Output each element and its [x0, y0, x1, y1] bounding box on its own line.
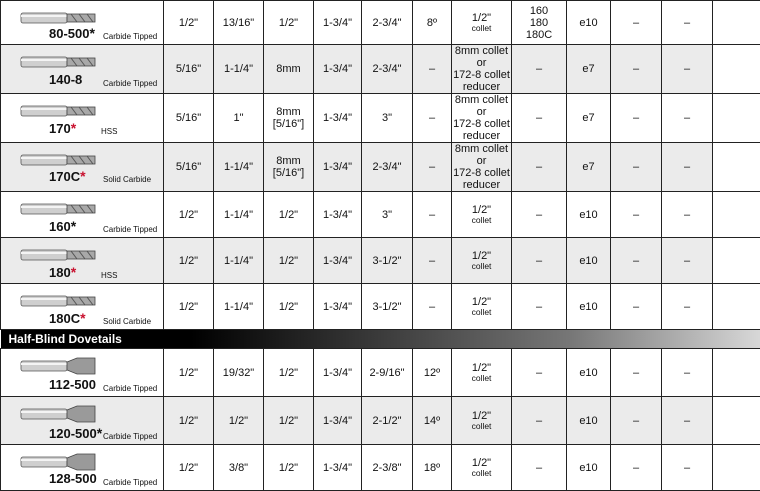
spec-cell-d6: 14º: [413, 397, 452, 445]
collet-line: or: [452, 106, 511, 118]
spec-cell-d3: [264, 143, 314, 192]
collet-cell: [452, 397, 512, 445]
cell-line: [5/16"]: [264, 167, 313, 179]
spec-cell-d4: 1-3/4": [314, 284, 362, 330]
spec-cell-d3: 1/2": [264, 1, 314, 45]
model-label: 170C: [49, 169, 80, 184]
spec-cell-d5: 3": [362, 94, 413, 143]
collet-line: 172-8 collet: [452, 69, 511, 81]
spec-cell-c11: –: [662, 349, 713, 397]
table-row: [1, 349, 760, 397]
collet-line: 8mm collet: [452, 45, 511, 57]
spec-cell-d2: 1-1/4": [214, 238, 264, 284]
spec-cell-d5: 2-3/4": [362, 1, 413, 45]
jig-line: 160: [512, 5, 566, 17]
spec-cell-c10: –: [611, 45, 662, 94]
table-row: [1, 445, 760, 491]
model-number: [49, 27, 95, 40]
spec-cell-d3: 1/2": [264, 397, 314, 445]
spec-cell-c11: –: [662, 143, 713, 192]
spec-cell-d3: 8mm: [264, 45, 314, 94]
spec-cell-d1: 1/2": [164, 445, 214, 491]
spec-cell-d4: 1-3/4": [314, 143, 362, 192]
star-mark: *: [80, 168, 85, 184]
spec-cell-d2: 1": [214, 94, 264, 143]
model-number: [49, 122, 76, 135]
bit-cell: [1, 45, 164, 94]
spec-cell-d6: –: [413, 284, 452, 330]
collet-line: 8mm collet: [452, 94, 511, 106]
collet-word: collet: [452, 374, 511, 383]
spec-cell-d2: 3/8": [214, 445, 264, 491]
spec-cell-guide: e7: [567, 94, 611, 143]
collet-size: 1/2": [452, 250, 511, 262]
table-row: [1, 284, 760, 330]
model-label: 140-8: [49, 72, 82, 87]
collet-word: collet: [452, 422, 511, 431]
spec-cell-d6: 18º: [413, 445, 452, 491]
jig-cell: –: [512, 143, 567, 192]
spec-cell-c11: –: [662, 238, 713, 284]
star-mark: *: [89, 25, 94, 41]
margin-cell: [713, 143, 760, 192]
cell-line: 8mm: [264, 155, 313, 167]
model-number: [49, 379, 96, 391]
router-bit-icon: [19, 244, 99, 266]
section-title: Half-Blind Dovetails: [1, 330, 760, 348]
spec-cell-d4: 1-3/4": [314, 238, 362, 284]
spec-cell-d3: 1/2": [264, 284, 314, 330]
margin-cell: [713, 94, 760, 143]
collet-word: collet: [452, 469, 511, 478]
collet-line: 172-8 collet: [452, 167, 511, 179]
spec-cell-d1: 1/2": [164, 1, 214, 45]
collet-cell: [452, 192, 512, 238]
spec-cell-d6: –: [413, 143, 452, 192]
spec-cell-d5: 2-9/16": [362, 349, 413, 397]
spec-cell-d3: 1/2": [264, 445, 314, 491]
collet-size: 1/2": [452, 362, 511, 374]
bit-cell: [1, 94, 164, 143]
spec-cell-d2: 1/2": [214, 397, 264, 445]
material-label: Carbide Tipped: [103, 78, 157, 90]
spec-cell-d2: 1-1/4": [214, 143, 264, 192]
jig-cell: –: [512, 45, 567, 94]
spec-cell-guide: e7: [567, 45, 611, 94]
spec-cell-guide: e10: [567, 397, 611, 445]
material-label: Carbide Tipped: [103, 224, 157, 236]
model-number: [49, 170, 86, 183]
material-label: Solid Carbide: [103, 316, 151, 328]
spec-cell-c10: –: [611, 445, 662, 491]
model-number: [49, 473, 97, 485]
spec-cell-d5: 3": [362, 192, 413, 238]
margin-cell: [713, 45, 760, 94]
spec-cell-d6: –: [413, 45, 452, 94]
margin-cell: [713, 192, 760, 238]
bit-cell: [1, 192, 164, 238]
bit-cell: [1, 397, 164, 445]
spec-cell-d2: 1-1/4": [214, 192, 264, 238]
model-label: 170: [49, 121, 71, 136]
table-row: [1, 94, 760, 143]
collet-line: 172-8 collet: [452, 118, 511, 130]
spec-cell-guide: e10: [567, 1, 611, 45]
star-mark: *: [80, 310, 85, 326]
router-bit-icon: [19, 355, 99, 377]
spec-cell-d5: 2-1/2": [362, 397, 413, 445]
material-label: Carbide Tipped: [103, 477, 157, 489]
jig-cell: –: [512, 445, 567, 491]
collet-size: 1/2": [452, 457, 511, 469]
model-number: [49, 427, 102, 440]
jig-cell: –: [512, 94, 567, 143]
router-bit-icon: [19, 51, 99, 73]
collet-size: 1/2": [452, 12, 511, 24]
collet-cell: [452, 349, 512, 397]
table-row: [1, 143, 760, 192]
star-mark: *: [97, 425, 102, 441]
collet-line: reducer: [452, 130, 511, 142]
material-label: HSS: [101, 270, 117, 282]
margin-cell: [713, 397, 760, 445]
model-number: [49, 74, 82, 86]
spec-cell-c10: –: [611, 1, 662, 45]
collet-cell: [452, 1, 512, 45]
margin-cell: [713, 284, 760, 330]
collet-cell: [452, 143, 512, 192]
router-bit-icon: [19, 290, 99, 312]
spec-cell-d5: 3-1/2": [362, 238, 413, 284]
spec-cell-d5: 2-3/4": [362, 45, 413, 94]
margin-cell: [713, 349, 760, 397]
model-label: 180C: [49, 311, 80, 326]
bit-cell: [1, 238, 164, 284]
model-label: 128-500: [49, 471, 97, 486]
collet-word: collet: [452, 216, 511, 225]
margin-cell: [713, 445, 760, 491]
spec-cell-d1: 1/2": [164, 284, 214, 330]
collet-size: 1/2": [452, 410, 511, 422]
collet-cell: [452, 284, 512, 330]
spec-cell-d5: 2-3/4": [362, 143, 413, 192]
collet-cell: [452, 445, 512, 491]
model-label: 120-500: [49, 426, 97, 441]
model-label: 160: [49, 219, 71, 234]
router-bit-icon: [19, 149, 99, 171]
spec-cell-guide: e10: [567, 349, 611, 397]
spec-cell-c10: –: [611, 192, 662, 238]
spec-cell-d6: –: [413, 94, 452, 143]
collet-cell: [452, 45, 512, 94]
collet-cell: [452, 238, 512, 284]
spec-cell-c10: –: [611, 397, 662, 445]
spec-cell-d1: 5/16": [164, 94, 214, 143]
spec-cell-c11: –: [662, 397, 713, 445]
spec-cell-d5: 2-3/8": [362, 445, 413, 491]
model-label: 180: [49, 265, 71, 280]
spec-cell-c10: –: [611, 284, 662, 330]
collet-line: or: [452, 57, 511, 69]
spec-cell-d4: 1-3/4": [314, 192, 362, 238]
spec-cell-d4: 1-3/4": [314, 1, 362, 45]
spec-cell-c11: –: [662, 445, 713, 491]
spec-cell-d3: 1/2": [264, 349, 314, 397]
cell-line: 8mm: [264, 106, 313, 118]
spec-cell-d4: 1-3/4": [314, 349, 362, 397]
cell-line: [5/16"]: [264, 118, 313, 130]
spec-cell-guide: e10: [567, 238, 611, 284]
table-row: [1, 397, 760, 445]
spec-cell-d2: 13/16": [214, 1, 264, 45]
model-number: [49, 220, 76, 233]
spec-cell-d4: 1-3/4": [314, 397, 362, 445]
collet-line: 8mm collet: [452, 143, 511, 155]
material-label: Carbide Tipped: [103, 431, 157, 443]
star-mark: *: [71, 218, 76, 234]
spec-cell-d1: 5/16": [164, 45, 214, 94]
spec-cell-guide: e10: [567, 445, 611, 491]
spec-cell-d6: –: [413, 192, 452, 238]
spec-cell-d1: 5/16": [164, 143, 214, 192]
spec-cell-d2: 1-1/4": [214, 284, 264, 330]
collet-size: 1/2": [452, 296, 511, 308]
spec-cell-c10: –: [611, 94, 662, 143]
material-label: Solid Carbide: [103, 174, 151, 186]
spec-cell-c11: –: [662, 94, 713, 143]
router-bit-icon: [19, 403, 99, 425]
jig-cell: –: [512, 284, 567, 330]
margin-cell: [713, 1, 760, 45]
collet-line: reducer: [452, 81, 511, 93]
spec-cell-d4: 1-3/4": [314, 445, 362, 491]
jig-cell: –: [512, 349, 567, 397]
star-mark: *: [71, 264, 76, 280]
table-row: [1, 45, 760, 94]
section-header-row: [1, 330, 760, 349]
table-row: [1, 192, 760, 238]
spec-cell-d6: 12º: [413, 349, 452, 397]
router-bit-icon: [19, 198, 99, 220]
spec-cell-guide: e7: [567, 143, 611, 192]
jig-cell: [512, 1, 567, 45]
spec-cell-d1: 1/2": [164, 349, 214, 397]
bit-cell: [1, 349, 164, 397]
model-label: 112-500: [49, 377, 96, 392]
spec-cell-d2: 1-1/4": [214, 45, 264, 94]
spec-cell-d3: 1/2": [264, 238, 314, 284]
spec-cell-guide: e10: [567, 192, 611, 238]
spec-cell-d5: 3-1/2": [362, 284, 413, 330]
router-bit-icon: [19, 451, 99, 473]
spec-cell-d1: 1/2": [164, 397, 214, 445]
bit-cell: [1, 284, 164, 330]
spec-cell-c11: –: [662, 284, 713, 330]
spec-cell-d4: 1-3/4": [314, 94, 362, 143]
jig-line: 180C: [512, 29, 566, 41]
model-number: [49, 312, 86, 325]
spec-cell-c11: –: [662, 1, 713, 45]
collet-word: collet: [452, 308, 511, 317]
spec-cell-c11: –: [662, 45, 713, 94]
spec-cell-guide: e10: [567, 284, 611, 330]
collet-word: collet: [452, 262, 511, 271]
collet-cell: [452, 94, 512, 143]
model-label: 80-500: [49, 26, 89, 41]
spec-cell-d4: 1-3/4": [314, 45, 362, 94]
table-row: [1, 1, 760, 45]
spec-cell-d3: 1/2": [264, 192, 314, 238]
router-bit-icon: [19, 100, 99, 122]
spec-cell-d6: 8º: [413, 1, 452, 45]
material-label: Carbide Tipped: [103, 31, 157, 43]
collet-line: reducer: [452, 179, 511, 191]
spec-cell-d6: –: [413, 238, 452, 284]
spec-cell-d1: 1/2": [164, 192, 214, 238]
bit-cell: [1, 1, 164, 45]
material-label: HSS: [101, 126, 117, 138]
margin-cell: [713, 238, 760, 284]
spec-cell-d1: 1/2": [164, 238, 214, 284]
spec-cell-d2: 19/32": [214, 349, 264, 397]
spec-cell-c10: –: [611, 349, 662, 397]
jig-cell: –: [512, 192, 567, 238]
star-mark: *: [71, 120, 76, 136]
spec-cell-d3: [264, 94, 314, 143]
jig-cell: –: [512, 397, 567, 445]
collet-line: or: [452, 155, 511, 167]
collet-size: 1/2": [452, 204, 511, 216]
collet-word: collet: [452, 24, 511, 33]
jig-cell: –: [512, 238, 567, 284]
jig-line: 180: [512, 17, 566, 29]
bit-cell: [1, 445, 164, 491]
spec-cell-c10: –: [611, 143, 662, 192]
spec-cell-c11: –: [662, 192, 713, 238]
spec-cell-c10: –: [611, 238, 662, 284]
bit-cell: [1, 143, 164, 192]
table-row: [1, 238, 760, 284]
material-label: Carbide Tipped: [103, 383, 157, 395]
model-number: [49, 266, 76, 279]
